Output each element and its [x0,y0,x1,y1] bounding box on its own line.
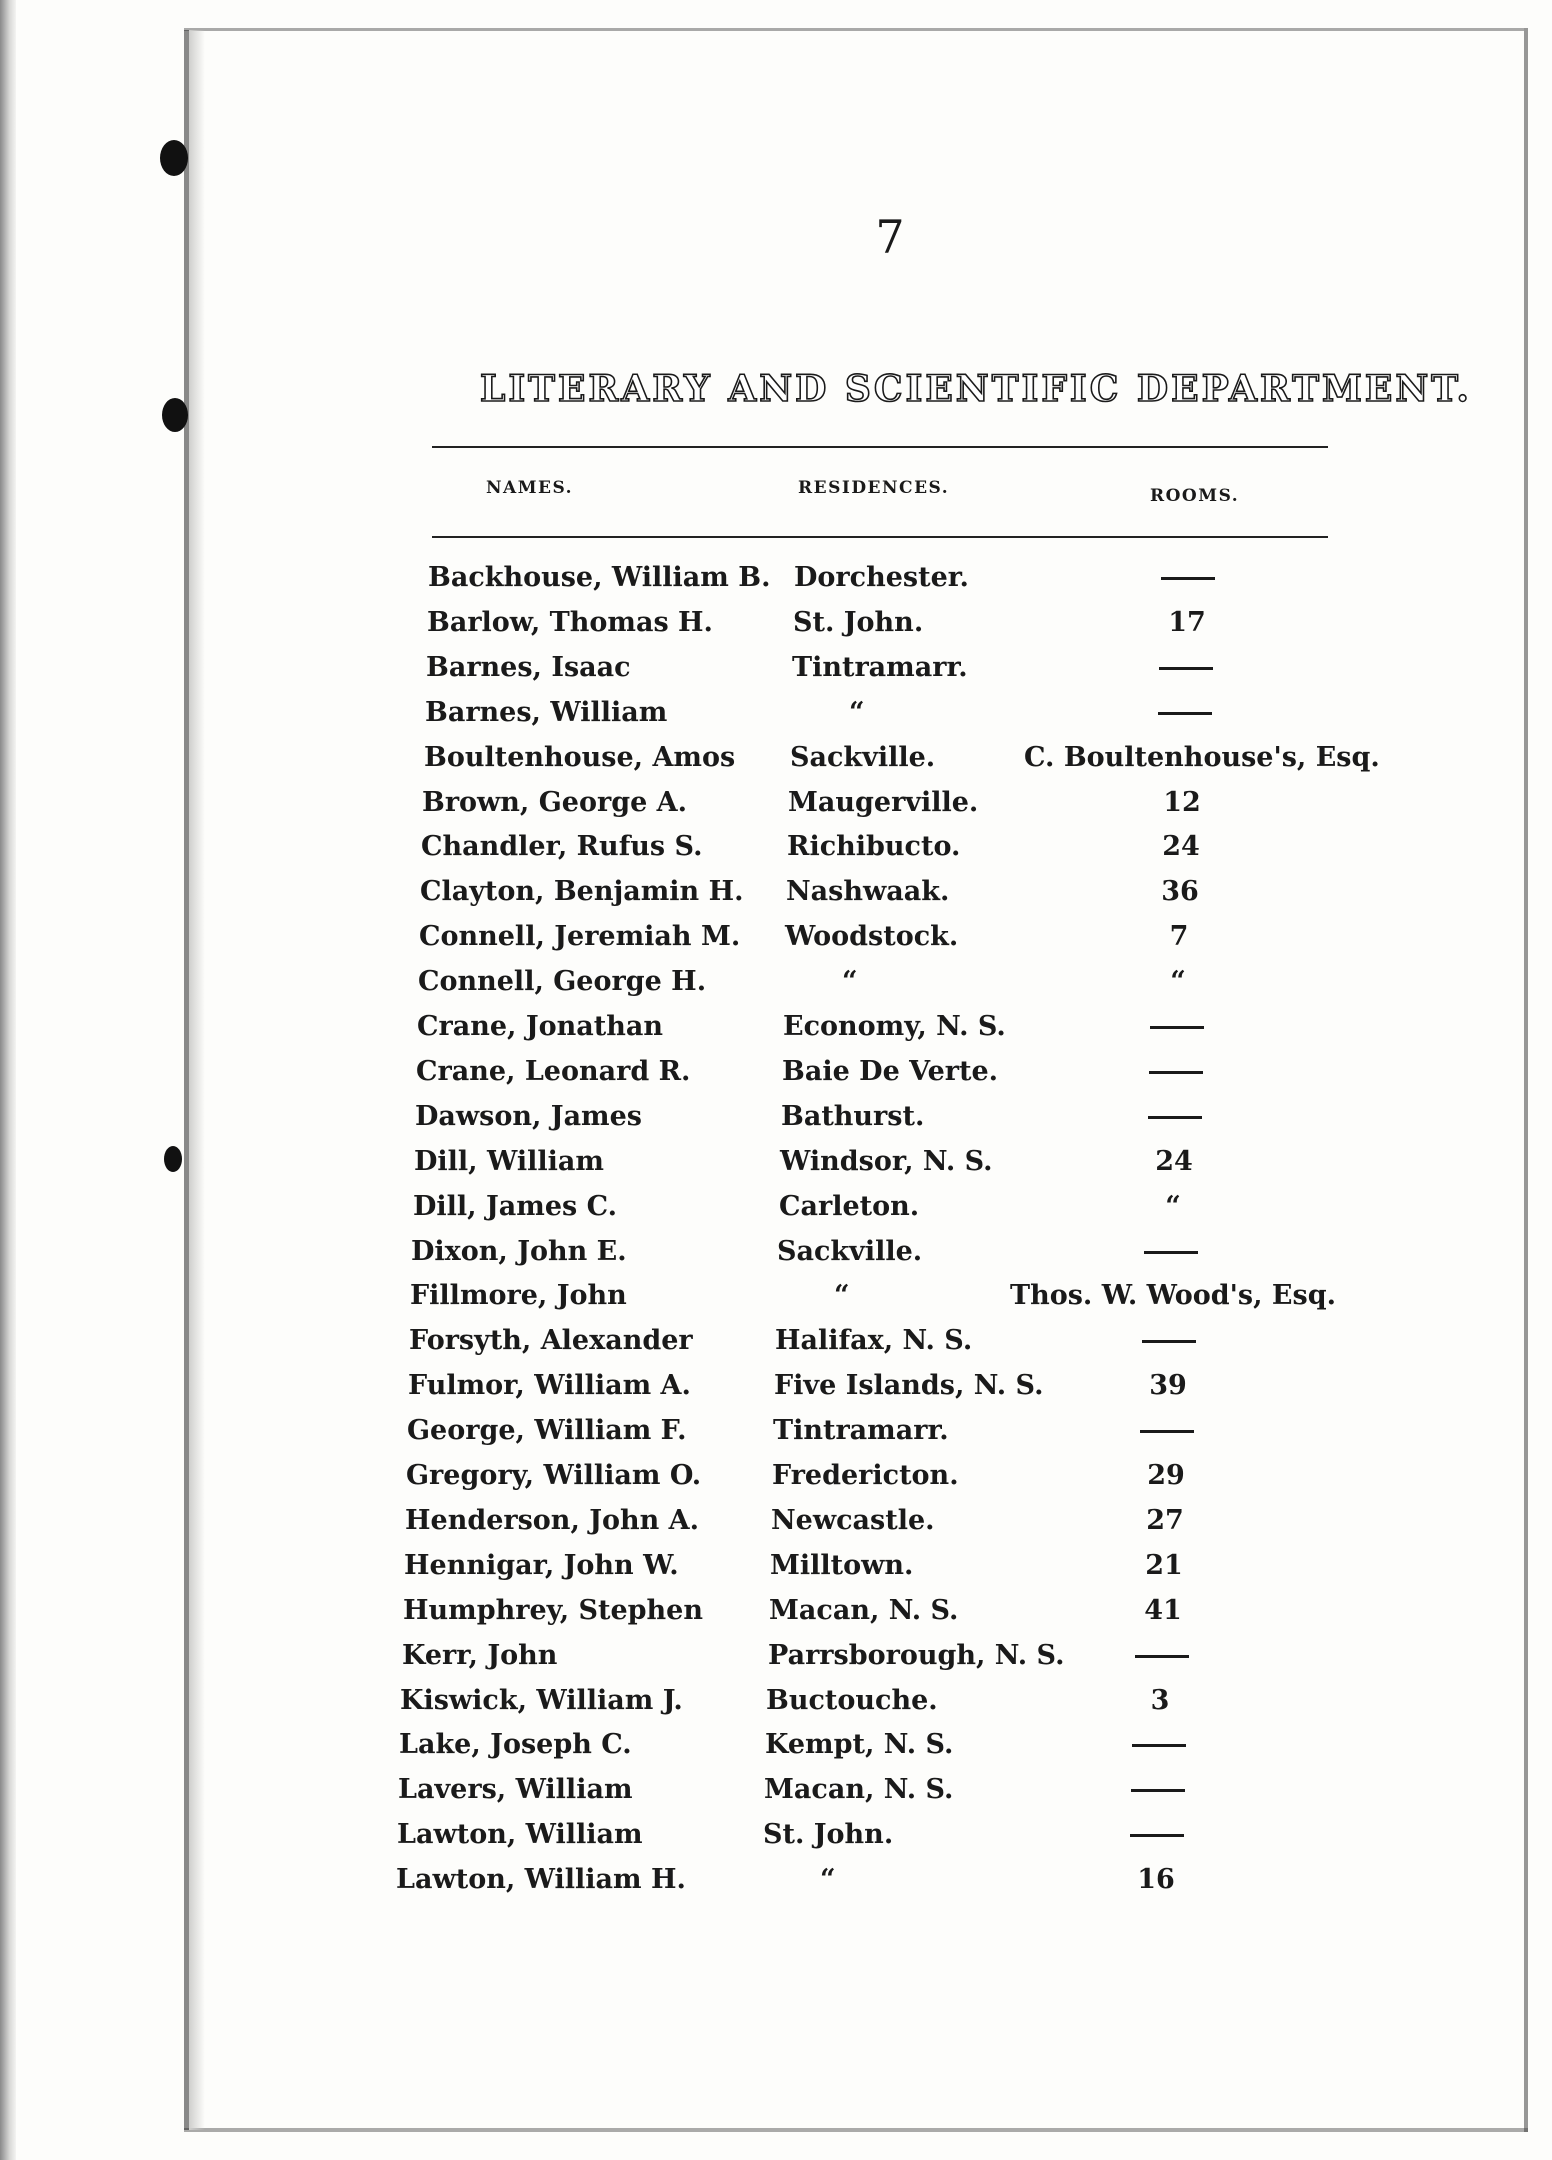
room: Thos. W. Wood's, Esq. [1010,1280,1336,1312]
dash-mark [1131,1789,1185,1792]
residence: Macan, N. S. [769,1594,959,1626]
scan-left-edge [0,0,16,2160]
table-row [400,1685,1300,1729]
table-row [428,562,1328,606]
header-bottom-rule [432,536,1328,538]
room: C. Boultenhouse's, Esq. [1024,741,1380,773]
room-dash [1127,1011,1227,1042]
room: 36 [1161,876,1199,908]
page-number: 7 [875,210,905,264]
residence: Macan, N. S. [764,1774,954,1806]
column-header-rooms: ROOMS. [1150,486,1240,506]
room: 24 [1155,1145,1193,1177]
resident-name: Chandler, Rufus S. [421,831,703,863]
room: 41 [1144,1594,1182,1626]
residence: Kempt, N. S. [765,1729,954,1761]
room-dash [1126,1056,1226,1087]
room-dash [1136,652,1236,683]
residence: St. John. [793,606,924,638]
residence: Halifax, N. S. [775,1325,973,1357]
table-row [403,1595,1303,1639]
table-row [406,1460,1306,1504]
resident-name: Brown, George A. [422,786,688,818]
resident-name: Hennigar, John W. [404,1549,679,1581]
residence: Buctouche. [766,1684,938,1716]
table-row [398,1774,1298,1818]
page-fold-shadow [189,30,205,2130]
table-row [415,1101,1315,1145]
residence: Baie De Verte. [782,1055,999,1087]
residence: “ [849,696,865,728]
page-title: LITERARY AND SCIENTIFIC DEPARTMENT. [480,368,1472,410]
resident-name: Crane, Leonard R. [416,1055,691,1087]
resident-name: Boultenhouse, Amos [424,741,736,773]
dash-mark [1150,1026,1204,1029]
residence: Milltown. [770,1549,914,1581]
resident-name: Crane, Jonathan [417,1011,663,1042]
resident-name: Barnes, William [425,696,668,728]
resident-name: Dixon, John E. [411,1235,627,1267]
residence: Nashwaak. [786,876,950,908]
room-dash [1121,1236,1221,1267]
resident-name: Henderson, John A. [405,1504,700,1536]
residence: Newcastle. [771,1504,935,1536]
residence: Five Islands, N. S. [774,1370,1044,1402]
page-right-edge [1524,28,1528,2132]
room: 39 [1149,1370,1187,1402]
resident-name: Connell, Jeremiah M. [419,921,741,953]
binding-thread-mark [160,140,188,176]
table-row [417,1011,1317,1055]
room-dash [1138,562,1238,593]
table-row [420,876,1320,920]
table-row [396,1864,1296,1908]
room: 7 [1169,921,1189,953]
room: 24 [1162,831,1200,863]
table-row [427,607,1327,651]
column-header-names: NAMES. [486,478,574,498]
resident-name: Fillmore, John [410,1280,627,1312]
binding-thread-mark [164,1146,182,1172]
dash-mark [1161,577,1215,580]
column-header-residences: RESIDENCES. [798,478,950,498]
room: “ [1165,1190,1181,1222]
table-row [409,1325,1309,1369]
dash-mark [1135,1655,1189,1658]
table-row [418,966,1318,1010]
dash-mark [1140,1430,1194,1433]
page-top-edge [184,28,1524,31]
page-bottom-edge [184,2128,1528,2132]
table-row [421,831,1321,875]
table-row [399,1729,1299,1773]
residence: Richibucto. [787,831,961,863]
table-row [410,1280,1336,1324]
resident-name: Lake, Joseph C. [399,1729,632,1761]
resident-name: Backhouse, William B. [428,562,771,593]
residence: Tintramarr. [792,651,968,683]
table-row [407,1415,1307,1459]
resident-name: Lawton, William H. [396,1864,686,1896]
dash-mark [1132,1744,1186,1747]
table-row [419,921,1319,965]
room-dash [1109,1729,1209,1760]
resident-name: Dawson, James [415,1100,643,1132]
residence: St. John. [763,1819,894,1851]
table-row [416,1056,1316,1100]
table-row [414,1146,1314,1190]
residence: “ [842,966,858,998]
table-row [425,697,1325,741]
dash-mark [1158,712,1212,715]
room: 21 [1145,1549,1183,1581]
table-row [411,1236,1311,1280]
table-row [422,787,1322,831]
residence: Dorchester. [794,562,969,593]
binding-thread-mark [162,398,188,432]
dash-mark [1144,1251,1198,1254]
residence: Fredericton. [772,1460,959,1491]
room-dash [1108,1774,1208,1805]
residence: “ [834,1280,850,1312]
residence: Sackville. [790,741,936,773]
table-row [413,1191,1313,1235]
residence: Economy, N. S. [783,1011,1006,1042]
residence: Carleton. [779,1190,920,1222]
table-row [408,1370,1308,1414]
residence: Bathurst. [781,1100,925,1132]
dash-mark [1130,1834,1184,1837]
room: 17 [1168,606,1206,638]
table-row [426,652,1326,696]
dash-mark [1149,1071,1203,1074]
table-row [404,1550,1304,1594]
table-row [402,1640,1302,1684]
resident-name: Barnes, Isaac [426,651,631,683]
resident-name: Lavers, William [398,1774,633,1806]
room: “ [1170,966,1186,998]
resident-name: Gregory, William O. [406,1460,702,1491]
dash-mark [1159,667,1213,670]
residence: “ [820,1864,836,1896]
room-dash [1119,1325,1219,1356]
room: 27 [1146,1504,1184,1536]
room-dash [1135,697,1235,728]
resident-name: Fulmor, William A. [408,1370,691,1402]
room: 12 [1163,786,1201,818]
residence: Woodstock. [785,921,959,953]
resident-name: Kerr, John [402,1639,558,1671]
room-dash [1107,1819,1207,1850]
room-dash [1117,1415,1217,1446]
residence: Parrsborough, N. S. [768,1639,1065,1671]
resident-name: Connell, George H. [418,966,707,998]
header-top-rule [432,446,1328,448]
table-row [405,1505,1305,1549]
resident-name: Humphrey, Stephen [403,1594,703,1626]
resident-name: Dill, William [414,1145,604,1177]
room: 3 [1150,1684,1170,1716]
room-dash [1112,1640,1212,1671]
room-dash [1125,1101,1225,1132]
resident-name: George, William F. [407,1415,687,1447]
residence: Tintramarr. [773,1415,949,1447]
residence: Maugerville. [788,786,979,818]
residence: Windsor, N. S. [780,1145,993,1177]
table-row [397,1819,1297,1863]
dash-mark [1148,1116,1202,1119]
resident-name: Barlow, Thomas H. [427,606,713,638]
resident-name: Kiswick, William J. [400,1684,683,1716]
resident-name: Dill, James C. [413,1190,618,1222]
resident-name: Lawton, William [397,1819,643,1851]
room: 29 [1147,1460,1185,1491]
resident-name: Clayton, Benjamin H. [420,876,744,908]
residence: Sackville. [777,1235,923,1267]
table-row [424,741,1380,786]
dash-mark [1142,1340,1196,1343]
room: 16 [1137,1864,1175,1896]
resident-name: Forsyth, Alexander [409,1325,693,1357]
